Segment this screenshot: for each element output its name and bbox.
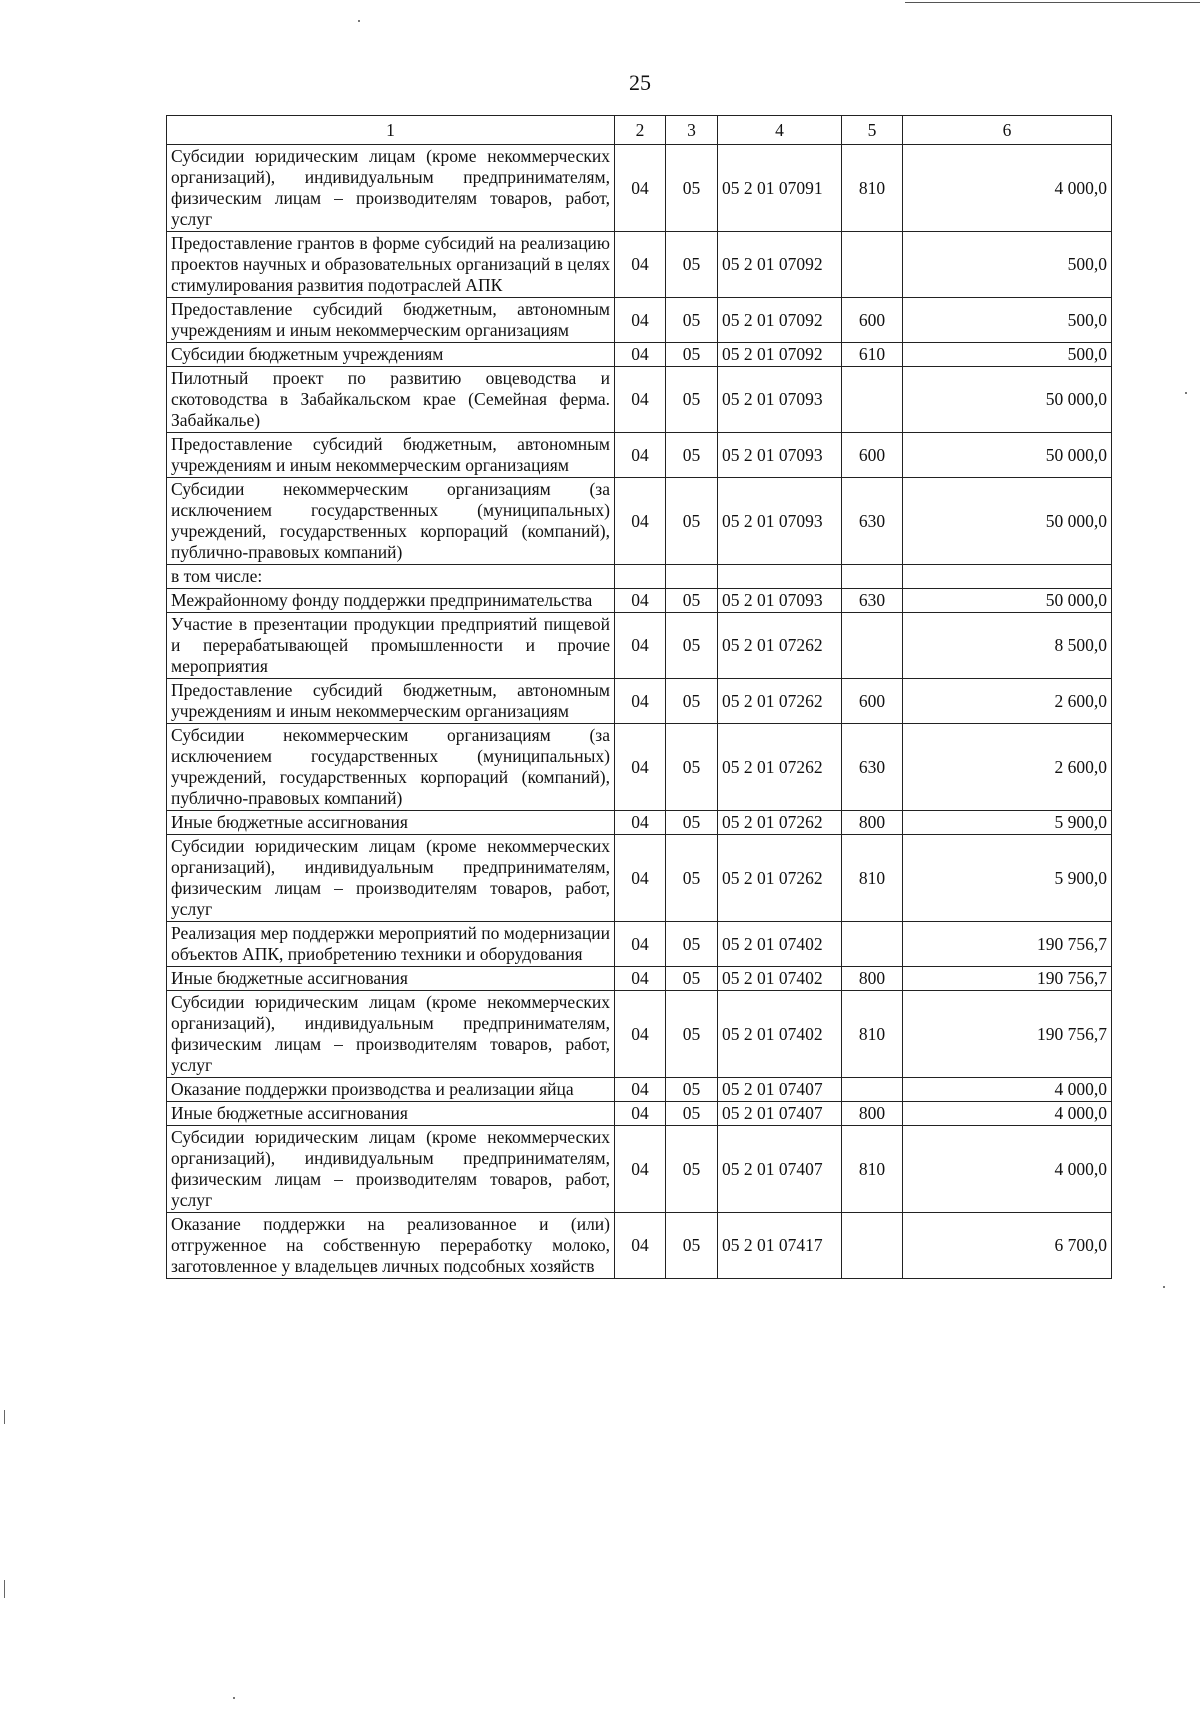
row-target-code-cell xyxy=(718,565,842,589)
table-row xyxy=(167,298,1112,343)
row-amount-cell: 50 000,0 xyxy=(903,367,1112,433)
row-amount-cell: 4 000,0 xyxy=(903,1102,1112,1126)
table-row xyxy=(167,811,1112,835)
row-amount-cell: 6 700,0 xyxy=(903,1213,1112,1279)
row-name-cell: Пилотный проект по развитию овцеводства и скотоводства в Забайкальском крае (Семейная ферма. Забайкалье) xyxy=(167,367,615,433)
table-row xyxy=(167,565,1112,589)
row-subsection-cell: 05 xyxy=(666,232,718,298)
row-amount-cell: 5 900,0 xyxy=(903,835,1112,922)
row-subsection-cell: 05 xyxy=(666,1126,718,1213)
row-target-code-cell: 05 2 01 07092 xyxy=(718,298,842,343)
row-amount-cell: 4 000,0 xyxy=(903,145,1112,232)
row-subsection-cell: 05 xyxy=(666,724,718,811)
row-name-cell: Субсидии юридическим лицам (кроме некоммерческих организаций), индивидуальным предпринимателям, физическим лицам – производителям товаров, работ, услуг xyxy=(167,145,615,232)
table-row xyxy=(167,1078,1112,1102)
row-name-cell: Предоставление субсидий бюджетным, автономным учреждениям и иным некоммерческим организациям xyxy=(167,298,615,343)
row-subsection-cell xyxy=(666,565,718,589)
row-name-cell: Предоставление субсидий бюджетным, автономным учреждениям и иным некоммерческим организациям xyxy=(167,679,615,724)
scan-mark xyxy=(4,1580,5,1598)
table-row xyxy=(167,922,1112,967)
table-row xyxy=(167,835,1112,922)
row-amount-cell: 500,0 xyxy=(903,298,1112,343)
row-amount-cell: 2 600,0 xyxy=(903,679,1112,724)
table-row xyxy=(167,724,1112,811)
row-expense-type-cell: 610 xyxy=(842,343,903,367)
table-body xyxy=(167,145,1112,1279)
row-name-cell: Субсидии юридическим лицам (кроме некоммерческих организаций), индивидуальным предпринимателям, физическим лицам – производителям товаров, работ, услуг xyxy=(167,1126,615,1213)
table-row xyxy=(167,967,1112,991)
row-name-cell: Субсидии бюджетным учреждениям xyxy=(167,343,615,367)
row-name-cell: Оказание поддержки производства и реализации яйца xyxy=(167,1078,615,1102)
row-amount-cell: 50 000,0 xyxy=(903,589,1112,613)
row-amount-cell: 500,0 xyxy=(903,232,1112,298)
row-target-code-cell: 05 2 01 07262 xyxy=(718,724,842,811)
row-section-cell: 04 xyxy=(615,1126,666,1213)
row-subsection-cell: 05 xyxy=(666,613,718,679)
row-target-code-cell: 05 2 01 07262 xyxy=(718,835,842,922)
row-section-cell: 04 xyxy=(615,1213,666,1279)
row-section-cell: 04 xyxy=(615,232,666,298)
table-row xyxy=(167,1102,1112,1126)
table-row xyxy=(167,478,1112,565)
row-expense-type-cell: 810 xyxy=(842,1126,903,1213)
row-target-code-cell: 05 2 01 07407 xyxy=(718,1126,842,1213)
row-expense-type-cell xyxy=(842,1078,903,1102)
row-expense-type-cell xyxy=(842,1213,903,1279)
row-amount-cell: 190 756,7 xyxy=(903,922,1112,967)
row-expense-type-cell xyxy=(842,565,903,589)
row-subsection-cell: 05 xyxy=(666,967,718,991)
row-amount-cell: 4 000,0 xyxy=(903,1126,1112,1213)
row-subsection-cell: 05 xyxy=(666,811,718,835)
row-name-cell: Субсидии некоммерческим организациям (за исключением государственных (муниципальных) учреждений, государственных корпораций (компаний), публично-правовых компаний) xyxy=(167,724,615,811)
row-section-cell: 04 xyxy=(615,343,666,367)
table-row xyxy=(167,589,1112,613)
row-section-cell: 04 xyxy=(615,1078,666,1102)
row-target-code-cell: 05 2 01 07093 xyxy=(718,589,842,613)
row-name-cell: Предоставление субсидий бюджетным, автономным учреждениям и иным некоммерческим организациям xyxy=(167,433,615,478)
row-name-cell: Иные бюджетные ассигнования xyxy=(167,1102,615,1126)
row-expense-type-cell: 810 xyxy=(842,145,903,232)
header-row xyxy=(167,116,1112,145)
row-section-cell: 04 xyxy=(615,679,666,724)
row-name-cell: Межрайонному фонду поддержки предпринимательства xyxy=(167,589,615,613)
column-header-target-code: 4 xyxy=(718,116,842,145)
column-header-amount: 6 xyxy=(903,116,1112,145)
table-row xyxy=(167,679,1112,724)
row-expense-type-cell xyxy=(842,367,903,433)
row-amount-cell: 190 756,7 xyxy=(903,991,1112,1078)
row-section-cell: 04 xyxy=(615,298,666,343)
row-expense-type-cell xyxy=(842,922,903,967)
row-expense-type-cell xyxy=(842,613,903,679)
table-row xyxy=(167,145,1112,232)
row-section-cell: 04 xyxy=(615,724,666,811)
row-amount-cell: 190 756,7 xyxy=(903,967,1112,991)
row-expense-type-cell: 600 xyxy=(842,679,903,724)
row-section-cell: 04 xyxy=(615,433,666,478)
row-subsection-cell: 05 xyxy=(666,1102,718,1126)
row-expense-type-cell: 600 xyxy=(842,433,903,478)
table-row xyxy=(167,367,1112,433)
row-amount-cell: 50 000,0 xyxy=(903,478,1112,565)
row-section-cell: 04 xyxy=(615,1102,666,1126)
row-target-code-cell: 05 2 01 07092 xyxy=(718,232,842,298)
row-target-code-cell: 05 2 01 07093 xyxy=(718,367,842,433)
row-section-cell: 04 xyxy=(615,922,666,967)
row-subsection-cell: 05 xyxy=(666,835,718,922)
row-expense-type-cell: 800 xyxy=(842,1102,903,1126)
scan-mark xyxy=(4,1410,5,1424)
row-expense-type-cell: 810 xyxy=(842,991,903,1078)
row-name-cell: в том числе: xyxy=(167,565,615,589)
row-expense-type-cell: 630 xyxy=(842,724,903,811)
scan-speck xyxy=(1163,1286,1165,1288)
row-subsection-cell: 05 xyxy=(666,679,718,724)
row-subsection-cell: 05 xyxy=(666,1078,718,1102)
row-subsection-cell: 05 xyxy=(666,991,718,1078)
row-section-cell: 04 xyxy=(615,478,666,565)
column-header-section: 2 xyxy=(615,116,666,145)
row-section-cell: 04 xyxy=(615,145,666,232)
scan-speck xyxy=(233,1697,235,1699)
table-row xyxy=(167,991,1112,1078)
row-subsection-cell: 05 xyxy=(666,478,718,565)
row-name-cell: Предоставление грантов в форме субсидий на реализацию проектов научных и образовательных организаций в целях стимулирования развития подотраслей АПК xyxy=(167,232,615,298)
scan-speck xyxy=(358,20,360,22)
budget-table xyxy=(166,115,1112,1279)
row-section-cell: 04 xyxy=(615,613,666,679)
table-row xyxy=(167,343,1112,367)
row-expense-type-cell xyxy=(842,232,903,298)
row-name-cell: Реализация мер поддержки мероприятий по модернизации объектов АПК, приобретению техники и оборудования xyxy=(167,922,615,967)
row-section-cell: 04 xyxy=(615,589,666,613)
page-number: 25 xyxy=(629,70,651,95)
row-amount-cell: 50 000,0 xyxy=(903,433,1112,478)
row-section-cell: 04 xyxy=(615,991,666,1078)
row-subsection-cell: 05 xyxy=(666,343,718,367)
row-name-cell: Оказание поддержки на реализованное и (или) отгруженное на собственную переработку молоко, заготовленное у владельцев личных подсобных хозяйств xyxy=(167,1213,615,1279)
row-name-cell: Иные бюджетные ассигнования xyxy=(167,811,615,835)
row-target-code-cell: 05 2 01 07407 xyxy=(718,1102,842,1126)
row-section-cell: 04 xyxy=(615,835,666,922)
row-subsection-cell: 05 xyxy=(666,298,718,343)
row-amount-cell: 8 500,0 xyxy=(903,613,1112,679)
row-expense-type-cell: 630 xyxy=(842,478,903,565)
row-amount-cell xyxy=(903,565,1112,589)
table-row xyxy=(167,1126,1112,1213)
row-name-cell: Субсидии юридическим лицам (кроме некоммерческих организаций), индивидуальным предпринимателям, физическим лицам – производителям товаров, работ, услуг xyxy=(167,991,615,1078)
row-section-cell: 04 xyxy=(615,967,666,991)
row-target-code-cell: 05 2 01 07407 xyxy=(718,1078,842,1102)
row-target-code-cell: 05 2 01 07262 xyxy=(718,613,842,679)
row-expense-type-cell: 800 xyxy=(842,967,903,991)
column-header-name: 1 xyxy=(167,116,615,145)
table-row xyxy=(167,1213,1112,1279)
row-section-cell: 04 xyxy=(615,811,666,835)
row-name-cell: Субсидии некоммерческим организациям (за исключением государственных (муниципальных) учреждений, государственных корпораций (компаний), публично-правовых компаний) xyxy=(167,478,615,565)
row-amount-cell: 4 000,0 xyxy=(903,1078,1112,1102)
row-amount-cell: 500,0 xyxy=(903,343,1112,367)
row-name-cell: Субсидии юридическим лицам (кроме некоммерческих организаций), индивидуальным предпринимателям, физическим лицам – производителям товаров, работ, услуг xyxy=(167,835,615,922)
row-target-code-cell: 05 2 01 07402 xyxy=(718,922,842,967)
row-subsection-cell: 05 xyxy=(666,589,718,613)
row-target-code-cell: 05 2 01 07092 xyxy=(718,343,842,367)
row-target-code-cell: 05 2 01 07402 xyxy=(718,991,842,1078)
row-section-cell xyxy=(615,565,666,589)
row-subsection-cell: 05 xyxy=(666,433,718,478)
row-amount-cell: 2 600,0 xyxy=(903,724,1112,811)
table-row xyxy=(167,232,1112,298)
row-name-cell: Участие в презентации продукции предприятий пищевой и перерабатывающей промышленности и прочие мероприятия xyxy=(167,613,615,679)
row-target-code-cell: 05 2 01 07091 xyxy=(718,145,842,232)
column-header-expense-type: 5 xyxy=(842,116,903,145)
scan-speck xyxy=(1185,392,1187,394)
row-subsection-cell: 05 xyxy=(666,1213,718,1279)
row-expense-type-cell: 600 xyxy=(842,298,903,343)
row-target-code-cell: 05 2 01 07262 xyxy=(718,679,842,724)
row-subsection-cell: 05 xyxy=(666,922,718,967)
row-section-cell: 04 xyxy=(615,367,666,433)
row-target-code-cell: 05 2 01 07093 xyxy=(718,433,842,478)
row-amount-cell: 5 900,0 xyxy=(903,811,1112,835)
row-target-code-cell: 05 2 01 07093 xyxy=(718,478,842,565)
column-header-subsection: 3 xyxy=(666,116,718,145)
row-target-code-cell: 05 2 01 07402 xyxy=(718,967,842,991)
table-row xyxy=(167,433,1112,478)
row-expense-type-cell: 630 xyxy=(842,589,903,613)
row-target-code-cell: 05 2 01 07417 xyxy=(718,1213,842,1279)
table-row xyxy=(167,613,1112,679)
row-expense-type-cell: 800 xyxy=(842,811,903,835)
row-subsection-cell: 05 xyxy=(666,145,718,232)
row-subsection-cell: 05 xyxy=(666,367,718,433)
row-target-code-cell: 05 2 01 07262 xyxy=(718,811,842,835)
scan-edge-line xyxy=(905,2,1200,3)
row-expense-type-cell: 810 xyxy=(842,835,903,922)
row-name-cell: Иные бюджетные ассигнования xyxy=(167,967,615,991)
